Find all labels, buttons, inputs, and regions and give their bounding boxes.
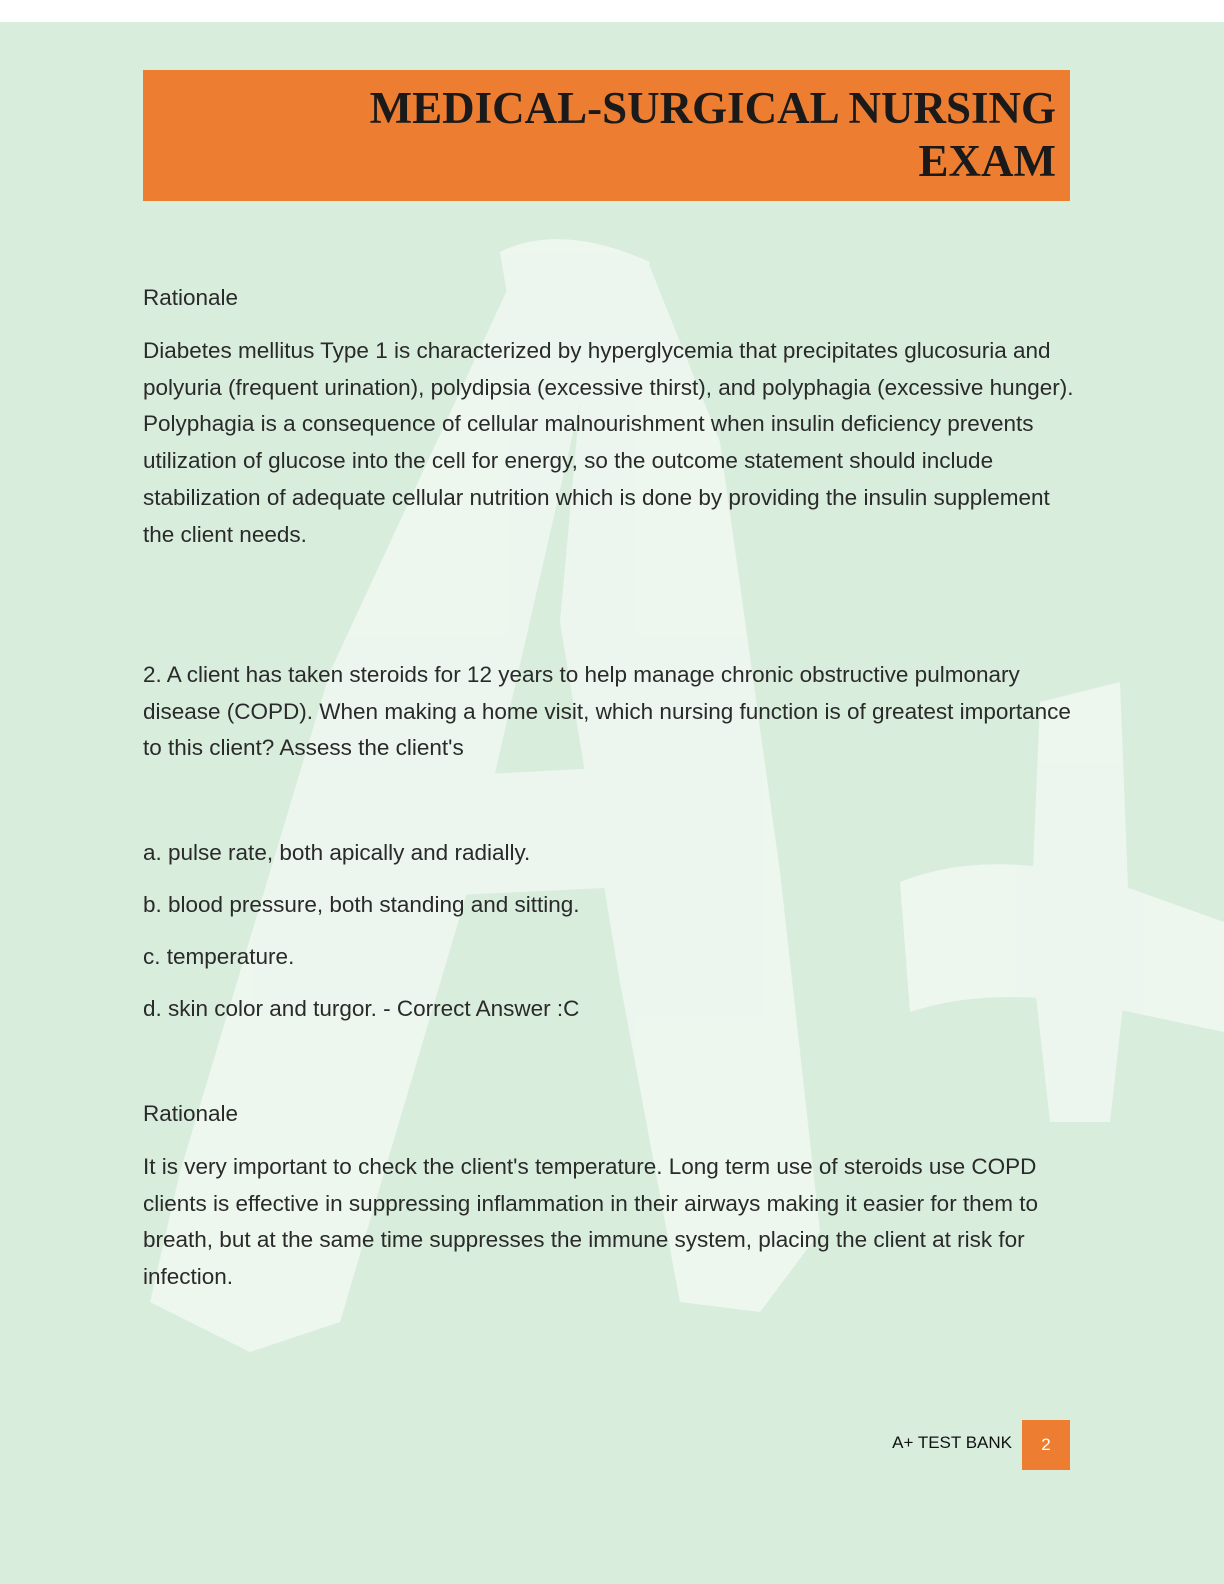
rationale-heading: Rationale <box>143 285 239 310</box>
a-plus-chalk-icon <box>0 22 1224 1584</box>
page-title: MEDICAL-SURGICAL NURSING EXAM <box>369 83 1056 186</box>
rationale-paragraph: Diabetes mellitus Type 1 is characterized by hyperglycemia that precipitates glucosuria and polyuria (frequent urination), polydipsia (excessive thirst), and polyphagia (excessive hunger). Polyphagia is a consequence of cellular malnourishment when insulin deficiency prevents utilization of glucose into the cell for energy, so the outcome statement should include stabilization of adequate cellular nutrition which is done by providing the insulin supplement the client needs. <box>143 338 1074 547</box>
page-number: 2 <box>1022 1420 1070 1470</box>
answer-option-d: d. skin color and turgor. - Correct Answer :C <box>143 996 580 1021</box>
answer-option-a: a. pulse rate, both apically and radially. <box>143 840 531 865</box>
rationale-paragraph: It is very important to check the client's temperature. Long term use of steroids use COPD clients is effective in suppressing inflammation in their airways making it easier for them to breath, but at the same time suppresses the immune system, placing the client at risk for infection. <box>143 1154 1038 1290</box>
rationale-heading: Rationale <box>143 1101 239 1126</box>
footer-label: A+ TEST BANK <box>892 1433 1012 1452</box>
answer-option-b: b. blood pressure, both standing and sitting. <box>143 892 580 917</box>
answer-option-c: c. temperature. <box>143 944 295 969</box>
question-text: 2. A client has taken steroids for 12 years to help manage chronic obstructive pulmonary disease (COPD). When making a home visit, which nursing function is of greatest importance to this client? Assess the client's <box>143 662 1071 761</box>
title-banner <box>143 70 1070 201</box>
document-page <box>0 22 1224 1584</box>
